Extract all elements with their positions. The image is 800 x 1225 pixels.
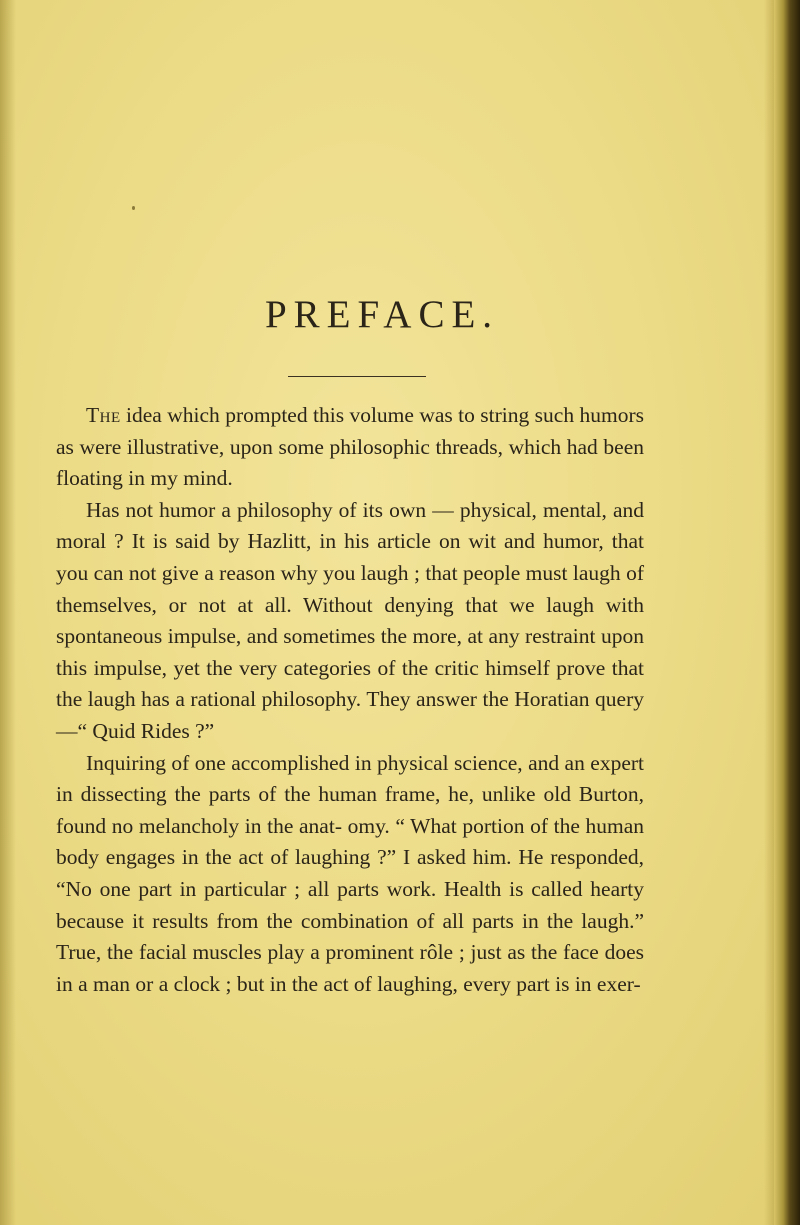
title-rule bbox=[288, 376, 426, 377]
paragraph-1 bbox=[56, 400, 644, 495]
paragraph-1-text: idea which prompted this volume was to string such humors as were illustrative, upon some philosophic threads, which had been floating in my mind. bbox=[56, 403, 644, 491]
paragraph-3: Inquiring of one accomplished in physical science, and an expert in dissecting the parts of the human frame, he, unlike old Burton, found no melancholy in the anat- omy. “ What portion of the human body engages in the act of laughing ?” I asked him. He responded, “No one part in particular ; all parts work. Health is called hearty because it results from the combination of all parts in the laugh.” True, the facial muscles play a prominent rôle ; just as the face does in a man or a clock ; but in the act of laughing, every part is in exer- bbox=[56, 750, 644, 996]
paper-speck bbox=[132, 206, 135, 210]
paragraph-1-lead: The bbox=[86, 403, 121, 427]
book-binding-edge bbox=[774, 0, 800, 1225]
body-text bbox=[56, 400, 644, 1000]
page-gutter-shadow bbox=[0, 0, 16, 1225]
page-edge-shade bbox=[764, 0, 774, 1225]
paragraph-2: Has not humor a philosophy of its own — physical, mental, and moral ? It is said by Hazlitt, in his article on wit and humor, that you can not give a reason why you laugh ; that people must laugh of themselves, or not at all. Without denying that we laugh with spontaneous impulse, and sometimes the more, at any restraint upon this impulse, yet the very categories of the critic himself prove that the laugh has a rational philosophy. They answer the Horatian query—“ Quid Rides ?” bbox=[56, 497, 644, 743]
page-title: PREFACE. bbox=[264, 293, 500, 336]
